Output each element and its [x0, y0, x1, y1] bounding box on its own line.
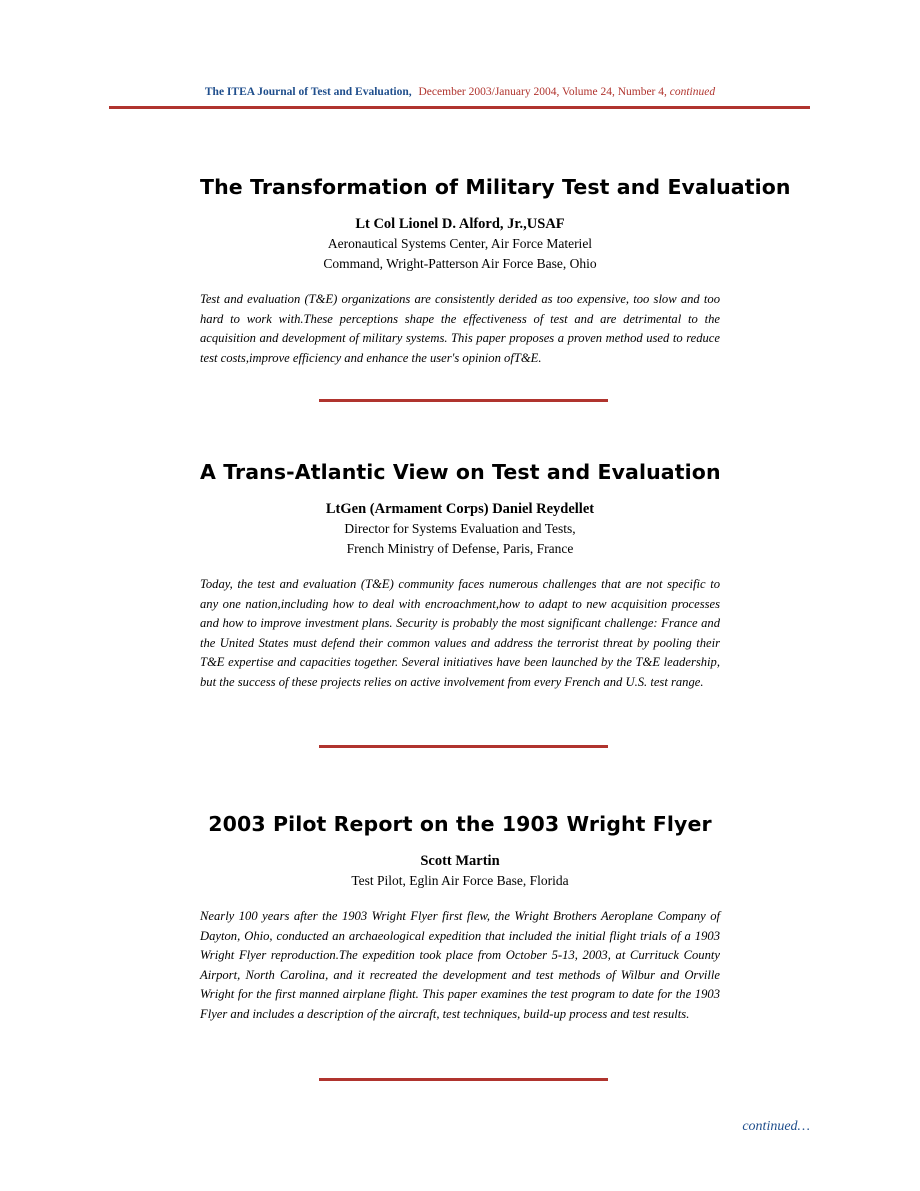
article-1	[200, 175, 791, 368]
journal-name: The ITEA Journal of Test and Evaluation,	[204, 86, 412, 98]
issue-info: December 2003/January 2004, Volume 24, Number 4, continued	[418, 86, 716, 98]
section-divider	[319, 745, 608, 748]
article-author: Scott Martin	[420, 853, 500, 869]
header-rule	[109, 106, 810, 109]
article-title: The Transformation of Military Test and Evaluation	[200, 175, 791, 199]
article-3	[200, 812, 720, 1024]
section-divider	[319, 1078, 608, 1081]
article-abstract: Today, the test and evaluation (T&E) community faces numerous challenges that are not specific to any one nation,including how to deal with encroachment,how to adapt to new acquisition processes and how to improve investment plans. Security is probably the most significant challenge: France and the United States must defend their common values and address the terrorist threat by pooling their T&E expertise and capacities together. Several initiatives have been launched by the T&E leadership, but the success of these projects relies on active involvement from every French and U.S. test range.	[200, 577, 720, 689]
article-abstract: Test and evaluation (T&E) organizations are consistently derided as too expensive, too slow and too hard to work with.These perceptions shape the effectiveness of test and are detrimental to the acquisition and development of military systems. This paper proposes a proven method used to reduce test costs,improve efficiency and enhance the user's opinion ofT&E.	[200, 292, 720, 365]
running-header	[0, 86, 920, 98]
article-affiliation-line: Command, Wright-Patterson Air Force Base, Ohio	[323, 256, 597, 271]
article-affiliation-line: French Ministry of Defense, Paris, France	[346, 541, 574, 556]
section-divider	[319, 399, 608, 402]
article-author: Lt Col Lionel D. Alford, Jr.,USAF	[355, 216, 565, 232]
article-affiliation-line: Director for Systems Evaluation and Tests,	[344, 521, 576, 536]
article-author: LtGen (Armament Corps) Daniel Reydellet	[325, 501, 595, 517]
article-abstract: Nearly 100 years after the 1903 Wright Flyer first flew, the Wright Brothers Aeroplane Company of Dayton, Ohio, conducted an archaeological expedition that included the initial flight trials of a 1903 Wright Flyer reproduction.The expedition took place from October 5-13, 2003, at Currituck County Airport, North Carolina, and it recreated the development and test methods of Wilbur and Orville Wright for the first manned airplane flight. This paper examines the test program to date for the 1903 Flyer and includes a description of the aircraft, test techniques, build-up process and test results.	[200, 909, 720, 1021]
header-continued: continued	[669, 86, 716, 98]
article-affiliation-line: Aeronautical Systems Center, Air Force Materiel	[327, 236, 593, 251]
continued-link[interactable]: continued…	[742, 1119, 810, 1134]
article-affiliation-line: Test Pilot, Eglin Air Force Base, Florida	[351, 873, 569, 888]
article-title: 2003 Pilot Report on the 1903 Wright Flyer	[208, 812, 712, 836]
article-title: A Trans-Atlantic View on Test and Evaluation	[200, 460, 721, 484]
article-2	[200, 460, 720, 692]
